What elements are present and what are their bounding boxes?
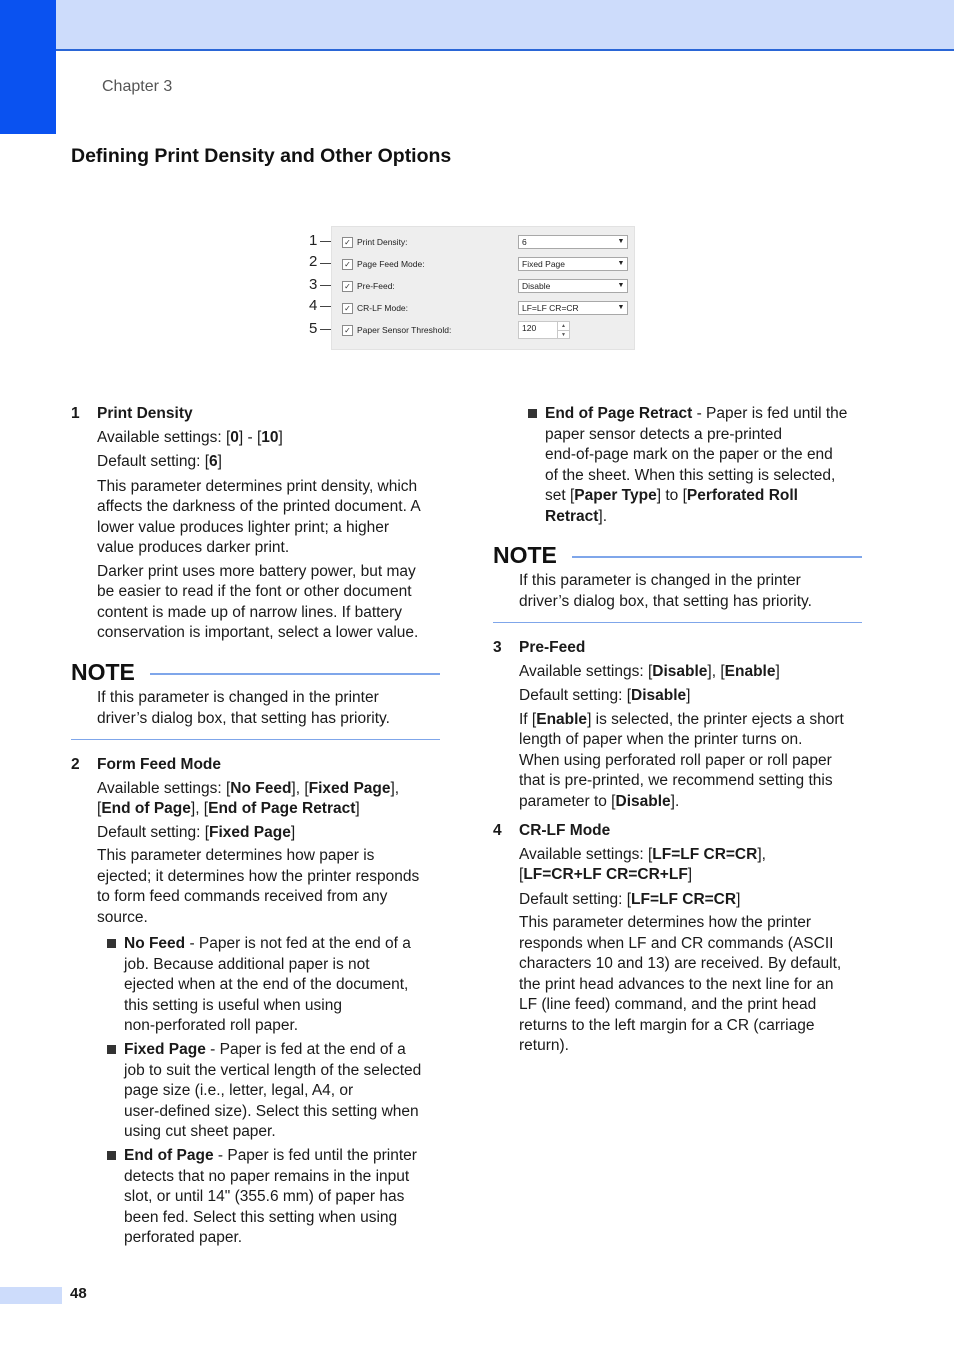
available-settings: Available settings: [LF=LF CR=CR], [LF=CR+LF CR=CR+LF]: [519, 845, 766, 883]
bullet-no-feed: No Feed - Paper is not fed at the end of a job. Because additional paper is not ejected when at the end of the document, this setting is useful when using non-perforated roll paper.: [124, 935, 411, 1034]
note-divider: [493, 622, 862, 623]
note-title: NOTE: [71, 659, 135, 685]
header-band: [0, 0, 954, 51]
item-number: 2: [71, 756, 80, 773]
available-settings: Available settings: [Disable], [Enable]: [519, 662, 780, 680]
bullet-fixed-page: Fixed Page - Paper is fed at the end of a job to suit the vertical length of the selected page size (i.e., letter, legal, A4, or user-defined size). Select this setting when using cut sheet paper.: [124, 1041, 422, 1140]
crlf-select[interactable]: [518, 301, 628, 315]
item-title: Print Density: [97, 405, 193, 422]
sensor-threshold-label: Paper Sensor Threshold:: [357, 325, 452, 335]
page-feed-row: [342, 257, 425, 271]
crlf-checkbox[interactable]: ✓: [342, 303, 353, 314]
item-title: CR-LF Mode: [519, 822, 611, 839]
dialog-panel: [331, 226, 635, 350]
page-feed-checkbox[interactable]: ✓: [342, 259, 353, 270]
bullet-end-of-page: End of Page - Paper is fed until the printer detects that no paper remains in the input slot, or until 14" (355.6 mm) of paper has been fed. Select this setting when using perforated paper.: [124, 1147, 417, 1246]
spin-up-icon[interactable]: ▲: [557, 322, 569, 330]
chapter-label: Chapter 3: [102, 78, 173, 95]
dropdown-arrow-icon: ▼: [617, 260, 625, 267]
sensor-threshold-row: [342, 323, 451, 337]
page-number: 48: [70, 1285, 87, 1302]
bullet-square: [107, 1151, 116, 1160]
callout-2: 2: [309, 253, 318, 270]
bullet-square: [107, 939, 116, 948]
description-paragraph: Darker print uses more battery power, but may be easier to read if the font or other document content is made up of narrow lines. If battery conservation is important, select a lower value.: [97, 562, 419, 641]
bullet-square: [528, 409, 537, 418]
default-setting: Default setting: [Disable]: [519, 687, 691, 704]
print-density-value: 6: [522, 237, 527, 247]
description-paragraph: This parameter determines how paper is ejected; it determines how the printer responds to form feed commands received from any source.: [97, 847, 420, 926]
note-rule: [572, 556, 862, 558]
spin-down-icon[interactable]: ▼: [557, 330, 569, 339]
callout-1: 1: [309, 232, 318, 249]
default-setting: Default setting: [6]: [97, 453, 222, 470]
item-title: Form Feed Mode: [97, 756, 222, 773]
default-setting: Default setting: [LF=LF CR=CR]: [519, 890, 741, 908]
note-title: NOTE: [493, 542, 557, 568]
crlf-value: LF=LF CR=CR: [522, 303, 579, 313]
callout-3: 3: [309, 276, 318, 293]
print-density-select[interactable]: [518, 235, 628, 249]
footer-tab-block: [0, 1287, 62, 1304]
print-density-checkbox[interactable]: ✓: [342, 237, 353, 248]
available-settings: Available settings: [0] - [10]: [97, 428, 283, 446]
pre-feed-value: Disable: [522, 281, 551, 291]
description-paragraph: If [Enable] is selected, the printer ejects a short length of paper when the printer turns on. When using perforated roll paper or roll paper that is pre-printed, we recommend setting this parameter to [Disable].: [519, 710, 844, 810]
pre-feed-select[interactable]: [518, 279, 628, 293]
crlf-label: CR-LF Mode:: [357, 303, 409, 313]
item-number: 4: [493, 822, 502, 839]
sensor-threshold-value: 120: [522, 323, 537, 333]
available-settings: Available settings: [No Feed], [Fixed Page], [End of Page], [End of Page Retract]: [97, 779, 400, 817]
pre-feed-label: Pre-Feed:: [357, 281, 395, 291]
section-title: Defining Print Density and Other Options: [71, 145, 452, 167]
note-text: If this parameter is changed in the printer driver’s dialog box, that setting has priority.: [97, 689, 390, 727]
bullet-square: [107, 1045, 116, 1054]
sensor-threshold-checkbox[interactable]: ✓: [342, 325, 353, 336]
pre-feed-row: [342, 279, 395, 293]
note-rule: [150, 673, 440, 675]
bullet-end-of-page-retract: End of Page Retract - Paper is fed until the paper sensor detects a pre-printed end-of-page mark on the paper or the end of the sheet. When this setting is selected, set [Paper Type] to [Perforated Roll Retract].: [545, 405, 848, 525]
dropdown-arrow-icon: ▼: [617, 282, 625, 289]
callout-5: 5: [309, 320, 318, 337]
description-paragraph: This parameter determines how the printer responds when LF and CR commands (ASCII characters 10 and 13) are received. By default, the print head advances to the next line for an LF (line feed) command, and the print head returns to the left margin for a CR (carriage return).: [519, 914, 842, 1054]
note-divider: [71, 739, 440, 740]
dropdown-arrow-icon: ▼: [617, 304, 625, 311]
sensor-threshold-spinner[interactable]: [518, 321, 570, 339]
print-density-label: Print Density:: [357, 237, 408, 247]
chapter-tab-block: [0, 0, 56, 134]
item-number: 3: [493, 639, 502, 656]
page-feed-label: Page Feed Mode:: [357, 259, 425, 269]
pre-feed-checkbox[interactable]: ✓: [342, 281, 353, 292]
item-number: 1: [71, 405, 80, 422]
default-setting: Default setting: [Fixed Page]: [97, 823, 296, 841]
crlf-row: [342, 301, 408, 315]
page-feed-value: Fixed Page: [522, 259, 565, 269]
description-paragraph: This parameter determines print density, which affects the darkness of the printed document. A lower value produces lighter print; a higher value produces darker print.: [97, 477, 421, 556]
page-feed-select[interactable]: [518, 257, 628, 271]
dropdown-arrow-icon: ▼: [617, 238, 625, 245]
print-density-row: [342, 235, 408, 249]
note-text: If this parameter is changed in the printer driver’s dialog box, that setting has priority.: [519, 572, 812, 610]
item-title: Pre-Feed: [519, 639, 586, 656]
callout-4: 4: [309, 297, 318, 314]
